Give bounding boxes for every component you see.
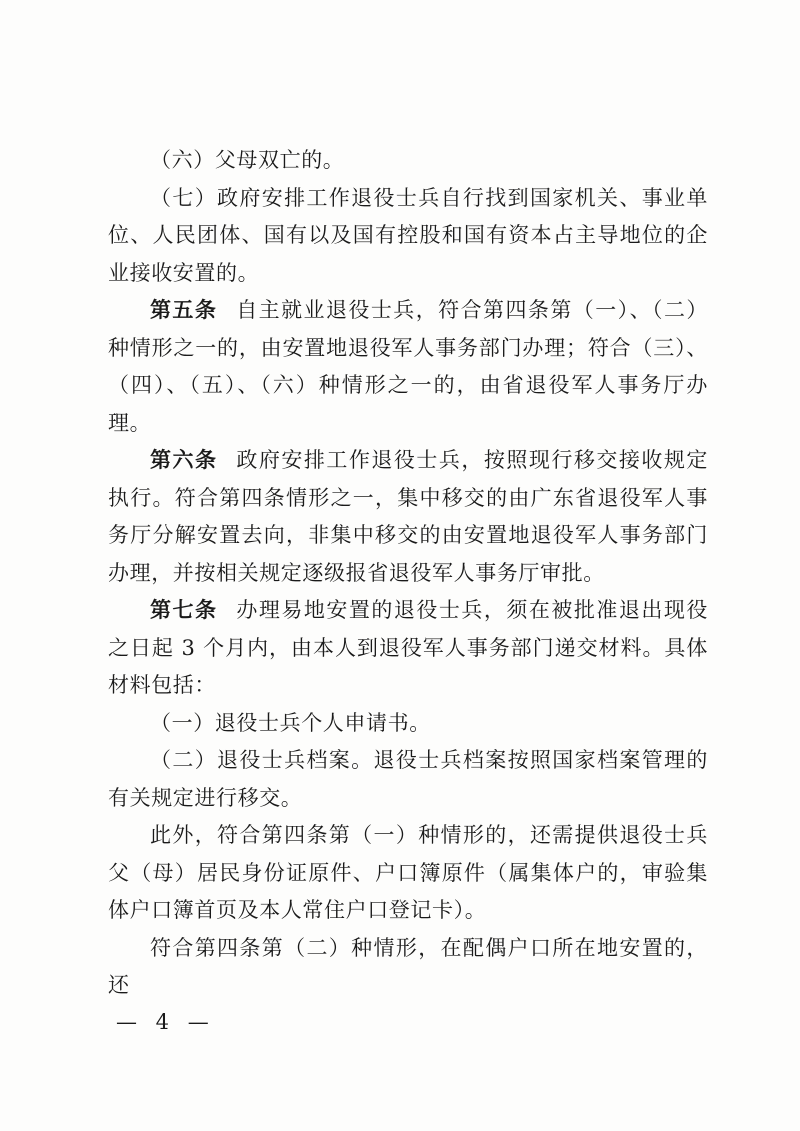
article-5 <box>108 292 708 442</box>
article-heading: 第五条 <box>150 298 218 322</box>
paragraph-text: 此外，符合第四条第（一）种情形的，还需提供退役士兵父（母）居民身份证原件、户口簿原件（属集体户的，审验集体户口簿首页及本人常住户口登记卡）。 <box>108 823 708 922</box>
paragraph-text: （七）政府安排工作退役士兵自行找到国家机关、事业单位、人民团体、国有以及国有控股和国有资本占主导地位的企业接收安置的。 <box>108 185 708 285</box>
article-6 <box>108 442 708 592</box>
material-item-1 <box>108 705 708 743</box>
paragraph-text: 自主就业退役士兵，符合第四条第（一）、（二）种情形之一的，由安置地退役军人事务部门办理；符合（三）、（四）、（五）、（六）种情形之一的，由省退役军人事务厅办理。 <box>108 298 708 435</box>
document-body <box>108 142 708 1005</box>
paragraph-text: （一）退役士兵个人申请书。 <box>150 710 431 735</box>
paragraph-text: 政府安排工作退役士兵，按照现行移交接收规定执行。符合第四条情形之一，集中移交的由广东省退役军人事务厅分解安置去向，非集中移交的由安置地退役军人事务部门办理，并按相关规定逐级报省退役军人事务厅审批。 <box>108 448 708 585</box>
paragraph-text: （六）父母双亡的。 <box>150 148 345 172</box>
paragraph-text: 办理易地安置的退役士兵，须在被批准退出现役之日起 3 个月内，由本人到退役军人事务部门递交材料。具体材料包括： <box>108 598 708 697</box>
additional-requirement-paragraph <box>108 817 708 930</box>
paragraph-item-7 <box>108 180 708 293</box>
article-7 <box>108 592 708 705</box>
page-number: — 4 — <box>116 1010 215 1034</box>
paragraph-item-6 <box>108 142 708 180</box>
paragraph-text: 符合第四条第（二）种情形，在配偶户口所在地安置的，还 <box>108 935 708 997</box>
paragraph-text: （二）退役士兵档案。退役士兵档案按照国家档案管理的有关规定进行移交。 <box>108 748 708 810</box>
continuing-paragraph <box>108 930 708 1005</box>
material-item-2 <box>108 742 708 817</box>
article-heading: 第六条 <box>150 448 218 472</box>
article-heading: 第七条 <box>150 598 218 622</box>
